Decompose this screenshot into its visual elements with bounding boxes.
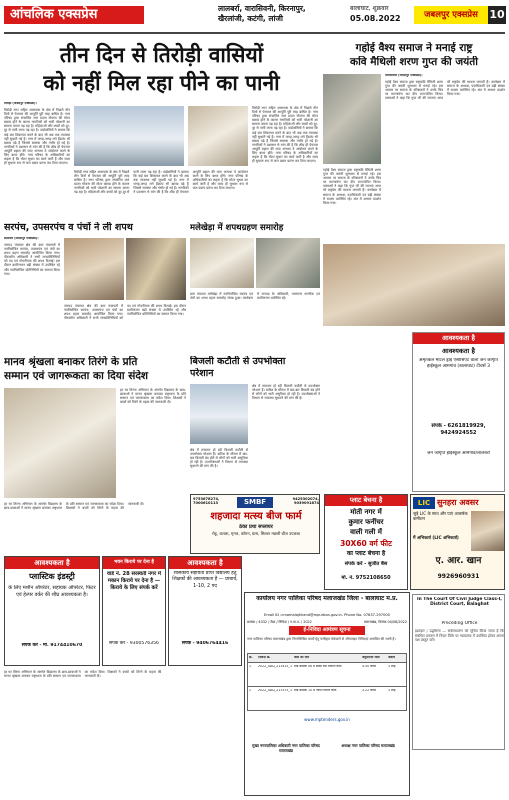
ad-property-line3: वाली गली में <box>350 528 382 536</box>
story6-photo <box>190 384 248 444</box>
tender-website: www.mptenders.gov.in <box>304 717 350 722</box>
ad-shop-subtitle: ठेका प्रथा सप्लायर <box>239 524 273 530</box>
ad-shop-detail: रोहू, कतला, मृगल, कॉमन, ग्रास, सिल्वर मछली बीज उपलब्ध <box>211 531 301 536</box>
tender-table-header <box>247 653 407 663</box>
tender-r0-c2: वार्ड क्रमांक 06 में सीसी रोड निर्माण कार्य <box>294 665 342 668</box>
tender-title: ई-निविदा आमंत्रण सूचना <box>289 626 365 635</box>
ad-shop-phones-left: 9753678274, 7000610113 <box>193 497 220 506</box>
table-row <box>247 687 407 711</box>
story1-photo-2 <box>188 106 248 166</box>
ad-fish-seed-farm <box>190 494 320 554</box>
ad-lic-title: सुनहरा अवसर <box>437 498 479 507</box>
story6-headline-1: बिजली कटौती से उपभोक्ता <box>190 356 286 367</box>
ad-shop-brand: SMBF <box>237 497 273 508</box>
story4-headline: मलेखेड़ा में शपथग्रहण समारोह <box>190 223 284 233</box>
story1-headline-1: तीन दिन से तिरोड़ी वासियों <box>59 43 264 67</box>
ad-lic-line1: जुडे़ LIC के साथ और पाएं आकर्षक कमीशन <box>413 511 468 522</box>
story2-headline-2: कवि मैथिली शरण गुप्त की जयंती <box>350 56 478 68</box>
story1-headline-2: को नहीं मिल रहा पीने का पानी <box>43 71 280 95</box>
story1-photo-1 <box>74 106 184 166</box>
tender-r1-c4: 3 माह <box>388 689 396 692</box>
story4-photo-2 <box>256 238 320 288</box>
story3-body-right: जनपद पंचायत क्षेत्र की ग्राम पंचायतों में नवनिर्वाचित सरपंच, उपसरपंच एवं पंचों का शपथ ग्रहण समारोह आयोजित किया गया। पीठासीन अधिकारी ने सभी जनप्रतिनिधियों को पद एवं गोपनीयता की शपथ दिलाई। इस दौरान ग्रामीणजन बड़ी संख्या में उपस्थित रहे और नवनिर्वाचित प्रतिनिधियों का स्वागत किया गया। <box>64 304 186 321</box>
story2-dateline: वारासिवनी (जबलपुर एक्सप्रेस)। <box>385 74 423 77</box>
ad2-contact: संपर्क करें - 9300576356 <box>109 641 159 646</box>
tender-office: कार्यालय नगर पालिका परिषद मलाजखंड जिला - बालाघाट म.प्र. <box>256 595 398 602</box>
page-number: 10 <box>488 6 506 24</box>
tender-col-4: अवधि <box>388 656 395 659</box>
classified-header: आवश्यकता है <box>413 333 504 344</box>
court-notice-body: इश्तहार / उद्घोषणा — सर्वसाधारण को सूचित किया जाता है कि संबंधित प्रकरण में नियत तिथि पर न्यायालय में उपस्थित होकर अपना पक्ष प्रस्तुत करें। <box>415 629 504 643</box>
classified-body: अमृतकल मोटल ड्राइ एसोसिएट वाला जन जागृति हाईस्कूल आमगांव (बालाघाट) टीचर्स 3 <box>419 358 498 369</box>
ad-house-rent <box>102 556 166 666</box>
ad-property-mobile: मो. नं. 9752108650 <box>341 575 391 581</box>
ad-lic-photo <box>471 511 504 551</box>
story3-headline: सरपंच, उपसरपंच व पंचों ने ली शपथ <box>4 222 133 233</box>
tender-col-1: निविदा क्र. <box>258 656 271 659</box>
story1-body-bottom: तिरोड़ी नगर सहित आसपास के क्षेत्र में पिछले तीन दिनों से पेयजल की आपूर्ति पूरी तरह बाधित है। नगर परिषद द्वारा संचालित जल प्रदाय योजना की मोटर खराब होने के कारण नागरिकों को भारी परेशानी का सामना करना पड़ रहा है। महिलाओं और बच्चों को दूर-दूर से पानी लाना पड़ रहा है। वार्डवासियों ने बताया कि कई बार शिकायत करने के बाद भी अब तक व्यवस्था नहीं सुधारी गई है। नगर में जगह-जगह लगे हैंडपंप भी खराब पड़े हैं जिससे समस्या और गंभीर हो गई है। नागरिकों ने प्रशासन से मांग की है कि शीघ्र ही पेयजल आपूर्ति बहाल की जाए अन्यथा वे आंदोलन करने के लिए बाध्य होंगे। नगर परिषद के अधिकारियों का कहना है कि मोटर सुधार का कार्य जारी है और जल्द ही सुचारू रूप से जल प्रदाय प्रारंभ कर दिया जाएगा। <box>74 170 248 195</box>
header-bar <box>0 0 509 40</box>
story2-body-left: गहोई वैश्य समाज द्वारा राष्ट्रकवि मैथिली शरण गुप्त की जयंती धूमधाम से मनाई गई। इस अवसर पर समाज के वरिष्ठजनों ने उनके चित्र पर माल्यार्पण कर दीप प्रज्ज्वलित किया। वक्ताओं ने कहा कि गुप्त जी की रचनाएं आज भी राष्ट्रप्रेम की भावना जगाती हैं। कार्यक्रम में समाज के अध्यक्ष, पदाधिकारी एवं बड़ी संख्या में सदस्य उपस्थित रहे। अंत में आभार प्रदर्शन किया गया। <box>323 168 381 205</box>
ad-property-title: प्लाट बेचना है <box>325 495 407 506</box>
tender-r1-c2: वार्ड क्रमांक 10 में नाली निर्माण कार्य <box>294 689 337 692</box>
story3-body-left: जनपद पंचायत क्षेत्र की ग्राम पंचायतों में नवनिर्वाचित सरपंच, उपसरपंच एवं पंचों का शपथ ग्रहण समारोह आयोजित किया गया। पीठासीन अधिकारी ने सभी जनप्रतिनिधियों को पद एवं गोपनीयता की शपथ दिलाई। इस दौरान ग्रामीणजन बड़ी संख्या में उपस्थित रहे और नवनिर्वाचित प्रतिनिधियों का स्वागत किया गया। <box>4 243 60 276</box>
story-malekheda-oath <box>190 222 320 352</box>
tender-r1-c1: 2022_UAD_213375_1 <box>258 689 292 692</box>
ad1-contact: संपर्क करें - मो. 9174410670 <box>21 643 83 648</box>
towns-line1: लालबर्रा, वारासिवनी, किरनापुर, <box>218 4 306 13</box>
ad-property-line2: कुमार फर्नीचर <box>348 518 384 526</box>
story5-headline-2: सम्मान एवं जागरूकता का दिया संदेश <box>4 370 149 382</box>
tender-ref: क्रमांक / 4032 / टेंडर / निविदा / न.पा.प. / 2022 <box>247 620 312 624</box>
tender-notice <box>244 592 410 796</box>
story1-dateline: तिरोड़ी (जबलपुर एक्सप्रेस)। <box>4 102 37 105</box>
tender-r0-c4: 3 माह <box>388 665 396 668</box>
ad-property-size: 30X60 वर्ग फीट <box>340 539 392 548</box>
ad-property-line1: मोती नगर में <box>350 508 382 516</box>
tender-r0-c3: 4.50 लाख <box>362 665 376 668</box>
ad-shop-phones-right: 9425302074, 9039091874 <box>292 497 319 506</box>
ad-plastic-industry <box>4 556 100 666</box>
tender-intro: नगर पालिका परिषद मलाजखंड द्वारा निम्नलिखित कार्यों हेतु पंजीकृत ठेकेदारों से ऑनलाइन निविदाएं आमंत्रित की जाती हैं। <box>247 637 396 641</box>
tender-col-3: अनुमानित राशि <box>362 656 380 659</box>
ad3-body: शासकीय सहायता प्राप्त विद्यालय हेतु शिक्षकों की आवश्यकता है — प्राचार्य, 1-10, 2 पद <box>172 571 238 589</box>
story5-photo <box>4 388 116 498</box>
ad1-title: प्लास्टिक इंडस्ट्री <box>29 572 75 581</box>
story-power-cut <box>190 356 320 491</box>
tender-email: Email ID :cmomalajkhand@mpurban.gov.in. Phone No. 07637-297000 <box>264 613 390 617</box>
story5-headline-1: मानव श्रृंखला बनाकर तिरंगे के प्रति <box>4 356 138 368</box>
ad-teacher-wanted <box>168 556 242 666</box>
header-rule <box>4 32 505 34</box>
story2-photo-1 <box>323 74 381 164</box>
issue-date: 05.08.2022 <box>350 14 401 23</box>
tender-ref-date: मलाजखंड, दिनांक 04/08/2022 <box>363 620 407 624</box>
story4-body: ग्राम पंचायत मलेखेड़ा में नवनिर्वाचित सरपंच एवं पंचों का शपथ ग्रहण समारोह संपन्न हुआ। कार्यक्रम में जनपद के अधिकारी, गणमान्य नागरिक एवं ग्रामीणजन उपस्थित रहे। <box>190 292 320 301</box>
story3-dateline: लालबर्रा (जबलपुर एक्सप्रेस)। <box>4 237 39 240</box>
story2-photo-2 <box>323 244 505 326</box>
tender-r1-c0: 2 <box>249 689 252 692</box>
towns-line2: खैरलांजी, कटंगी, लांजी <box>218 14 283 23</box>
ad-lic-opportunity <box>410 494 505 590</box>
ad-plot-for-sale <box>324 494 408 590</box>
ad3-contact: संपर्क - 9406764416 <box>181 641 229 646</box>
story-sarpanch-oath <box>4 222 186 352</box>
tender-r0-c1: 2022_UAD_213415_1 <box>258 665 292 668</box>
court-notice-title: In The Court Of Civil Judge Class-I, District Court, Balaghat <box>417 597 502 608</box>
classified-contact: संपर्क - 6261819929, 9424924552 <box>431 423 486 436</box>
tender-r1-c3: 3.22 लाख <box>362 689 376 692</box>
table-row <box>247 663 407 687</box>
ad1-header: आवश्यकता है <box>5 557 99 569</box>
story-gahoi-samaj <box>323 40 505 330</box>
story4-photo-1 <box>190 238 254 288</box>
classified-title: आवश्यकता है <box>442 347 475 355</box>
tender-sign2: अध्यक्ष नगर पालिका परिषद मलाजखंड <box>341 743 395 748</box>
story5-body-bottom: हर घर तिरंगा अभियान के अंतर्गत विद्यालय के छात्र-छात्राओं ने मानव श्रृंखला बनाकर राष्ट्रध्वज के प्रति सम्मान एवं जागरूकता का संदेश दिया। शिक्षकों ने बच्चों को तिरंगे के महत्व की जानकारी दी। <box>4 502 145 511</box>
ad2-body: वार्ड नं. 28 सरस्वती नगर में मकान किराये पर देना है — किराये के लिए संपर्क करें <box>107 571 161 591</box>
tender-table <box>247 653 407 713</box>
court-notice-subtitle: Preceding Office <box>441 621 478 626</box>
court-notice <box>412 594 505 750</box>
tender-sign: मुख्य नगरपालिका अधिकारी नगर पालिका परिषद मलाजखंड <box>252 743 320 753</box>
masthead: जबलपुर एक्सप्रेस <box>414 6 488 24</box>
story3-photo-2 <box>126 238 186 300</box>
classified-footer: जन जागृति हाईस्कूल आमगांव/लालबर्रा <box>427 451 490 456</box>
story5-body-right: हर घर तिरंगा अभियान के अंतर्गत विद्यालय के छात्र-छात्राओं ने मानव श्रृंखला बनाकर राष्ट्रध्वज के प्रति सम्मान एवं जागरूकता का संदेश दिया। शिक्षकों ने बच्चों को तिरंगे के महत्व की जानकारी दी। <box>120 388 186 405</box>
ad-property-line4: का प्लाट बेचना है <box>346 550 386 557</box>
story1-body-right: तिरोड़ी नगर सहित आसपास के क्षेत्र में पिछले तीन दिनों से पेयजल की आपूर्ति पूरी तरह बाधित है। नगर परिषद द्वारा संचालित जल प्रदाय योजना की मोटर खराब होने के कारण नागरिकों को भारी परेशानी का सामना करना पड़ रहा है। महिलाओं और बच्चों को दूर-दूर से पानी लाना पड़ रहा है। वार्डवासियों ने बताया कि कई बार शिकायत करने के बाद भी अब तक व्यवस्था नहीं सुधारी गई है। नगर में जगह-जगह लगे हैंडपंप भी खराब पड़े हैं जिससे समस्या और गंभीर हो गई है। नागरिकों ने प्रशासन से मांग की है कि शीघ्र ही पेयजल आपूर्ति बहाल की जाए अन्यथा वे आंदोलन करने के लिए बाध्य होंगे। नगर परिषद के अधिकारियों का कहना है कि मोटर सुधार का कार्य जारी है और जल्द ही सुचारू रूप से जल प्रदाय प्रारंभ कर दिया जाएगा। <box>252 106 318 164</box>
story1-body-left: तिरोड़ी नगर सहित आसपास के क्षेत्र में पिछले तीन दिनों से पेयजल की आपूर्ति पूरी तरह बाधित है। नगर परिषद द्वारा संचालित जल प्रदाय योजना की मोटर खराब होने के कारण नागरिकों को भारी परेशानी का सामना करना पड़ रहा है। महिलाओं और बच्चों को दूर-दूर से पानी लाना पड़ रहा है। वार्डवासियों ने बताया कि कई बार शिकायत करने के बाद भी अब तक व्यवस्था नहीं सुधारी गई है। नगर में जगह-जगह लगे हैंडपंप भी खराब पड़े हैं जिससे समस्या और गंभीर हो गई है। नागरिकों ने प्रशासन से मांग की है कि शीघ्र ही पेयजल आपूर्ति बहाल की जाए अन्यथा वे आंदोलन करने के लिए बाध्य होंगे। नगर परिषद के अधिकारियों का कहना है कि मोटर सुधार का कार्य जारी है और जल्द ही सुचारू रूप से जल प्रदाय प्रारंभ कर दिया जाएगा। <box>4 108 70 166</box>
ad2-header: भवन किराये पर देना है <box>103 557 165 569</box>
story2-body: गहोई वैश्य समाज द्वारा राष्ट्रकवि मैथिली शरण गुप्त की जयंती धूमधाम से मनाई गई। इस अवसर पर समाज के वरिष्ठजनों ने उनके चित्र पर माल्यार्पण कर दीप प्रज्ज्वलित किया। वक्ताओं ने कहा कि गुप्त जी की रचनाएं आज भी राष्ट्रप्रेम की भावना जगाती हैं। कार्यक्रम में समाज के अध्यक्ष, पदाधिकारी एवं बड़ी संख्या में सदस्य उपस्थित रहे। अंत में आभार प्रदर्शन किया गया। <box>385 80 505 101</box>
story3-photo-1 <box>64 238 124 300</box>
story6-body-left: क्षेत्र में लगातार हो रही बिजली कटौती से उपभोक्ता परेशान हैं। बारिश के मौसम में बार-बार बिजली बंद होने से लोगों को भारी असुविधा हो रही है। उपभोक्ताओं ने विभाग से व्यवस्था सुधारने की मांग की है। <box>190 448 248 469</box>
story-water-crisis <box>4 40 319 220</box>
ad-lic-brand: LIC <box>413 497 435 509</box>
story2-headline-1: गहोई वैश्य समाज ने मनाई राष्ट्र <box>355 42 473 54</box>
tender-col-0: क्र. <box>249 656 253 659</box>
ad3-header: आवश्यकता है <box>169 557 241 569</box>
section-label: आंचलिक एक्सप्रेस <box>4 6 144 24</box>
story6-body-right: क्षेत्र में लगातार हो रही बिजली कटौती से उपभोक्ता परेशान हैं। बारिश के मौसम में बार-बार बिजली बंद होने से लोगों को भारी असुविधा हो रही है। उपभोक्ताओं ने विभाग से व्यवस्था सुधारने की मांग की है। <box>252 384 320 401</box>
bottom-left-text: हर घर तिरंगा अभियान के अंतर्गत विद्यालय के छात्र-छात्राओं ने मानव श्रृंखला बनाकर राष्ट्रध्वज के प्रति सम्मान एवं जागरूकता का संदेश दिया। शिक्षकों ने बच्चों को तिरंगे के महत्व की जानकारी दी। <box>4 670 162 679</box>
day-label: बालाघाट, शुक्रवार <box>350 5 389 12</box>
ad-shop-title: शहजादा मत्स्य बीज फार्म <box>210 511 302 522</box>
ad-lic-line2: मैं अभिकर्ता (LIC अभिकर्ता) <box>413 535 459 540</box>
tender-r0-c0: 1 <box>249 665 252 668</box>
story6-headline-2: परेशान <box>190 368 214 379</box>
ad-lic-phone: 9926960931 <box>437 573 480 580</box>
ad-lic-contact-name: ए. आर. खान <box>435 556 482 566</box>
classified-column <box>412 332 505 492</box>
ad1-body: के लिए मशीन ऑपरेटर, सहायक ऑपरेटर, फिटर एवं हेल्पर वर्कर की शीघ्र आवश्यकता है। <box>8 585 96 598</box>
story-human-chain <box>4 356 186 556</box>
tender-col-2: कार्य का नाम <box>294 656 310 659</box>
ad-property-contact: संपर्क करें - सुजीत बैस <box>344 561 388 567</box>
